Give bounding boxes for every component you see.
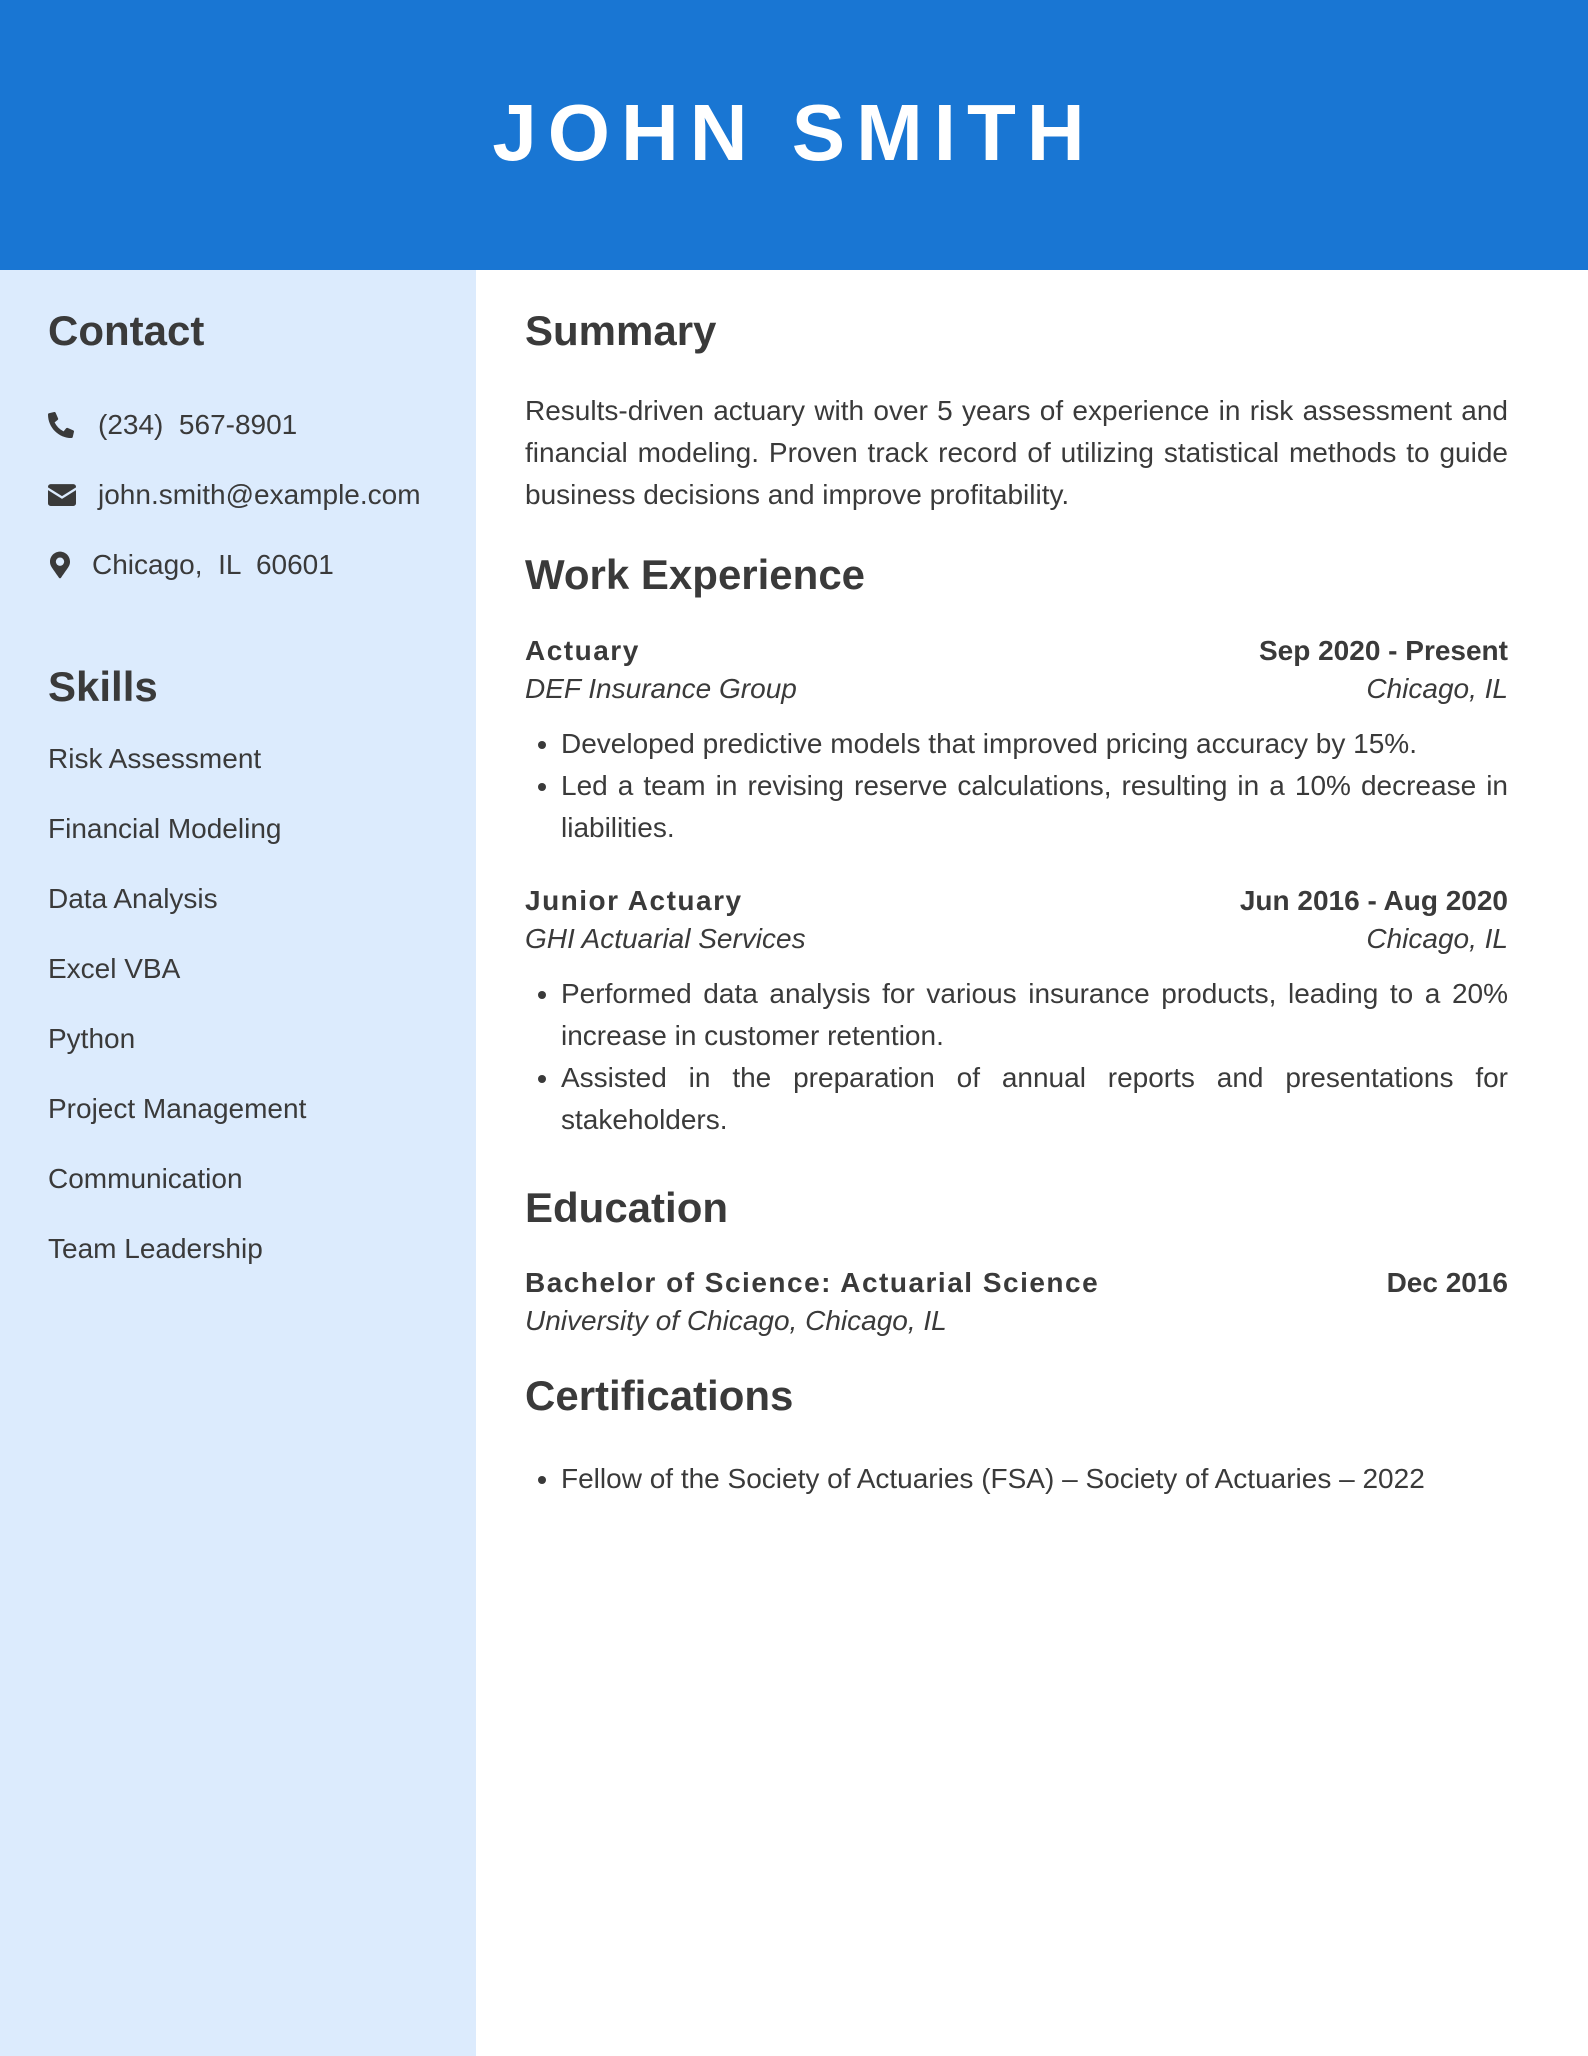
summary-text: Results-driven actuary with over 5 years of experience in risk assessment and financial modeling. Proven track record of utilizing statistical methods to guide business decisions and improve profitability. xyxy=(525,395,1508,511)
envelope-icon xyxy=(48,484,98,506)
certifications-title: Certifications xyxy=(525,1372,794,1420)
education-header xyxy=(525,1267,1508,1299)
certifications-list xyxy=(525,1458,1508,1500)
contact-location xyxy=(48,530,476,600)
work-experience-title: Work Experience xyxy=(525,551,866,599)
company-name: DEF Insurance Group xyxy=(525,672,797,704)
skill-item: Team Leadership xyxy=(48,1232,263,1264)
skill-item: Data Analysis xyxy=(48,882,218,914)
contact-email xyxy=(48,460,476,530)
job-header xyxy=(525,635,1508,667)
phone-icon xyxy=(48,412,98,438)
degree-name: Bachelor of Science: Actuarial Science xyxy=(525,1267,1100,1299)
header-banner xyxy=(0,0,1588,270)
job-subheader xyxy=(525,923,1508,955)
certification-item: • Fellow of the Society of Actuaries (FSA) – Society of Actuaries – 2022 xyxy=(561,1458,1508,1500)
job-entry xyxy=(525,885,1508,1141)
job-title: Junior Actuary xyxy=(525,884,743,916)
job-entry xyxy=(525,635,1508,849)
contact-title: Contact xyxy=(48,307,205,354)
skill-item: Excel VBA xyxy=(48,952,181,984)
job-bullet: • Developed predictive models that improved pricing accuracy by 15%. xyxy=(561,723,1508,765)
job-title: Actuary xyxy=(525,634,640,666)
skill-item: Communication xyxy=(48,1162,243,1194)
contact-list xyxy=(48,390,476,600)
job-dates: Sep 2020 - Present xyxy=(1258,634,1508,666)
job-bullet: • Performed data analysis for various insurance products, leading to a 20% increase in customer retention. xyxy=(561,973,1508,1057)
phone-number: (234) 567-8901 xyxy=(98,409,298,441)
skills-title: Skills xyxy=(48,663,158,711)
skill-item: Project Management xyxy=(48,1092,307,1124)
contact-phone xyxy=(48,390,476,460)
email-address: john.smith@example.com xyxy=(98,479,421,511)
job-location: Chicago, IL xyxy=(1366,922,1508,954)
skill-item: Risk Assessment xyxy=(48,742,262,774)
location-text: Chicago, IL 60601 xyxy=(92,549,334,581)
sidebar xyxy=(0,270,476,2056)
education-title: Education xyxy=(525,1183,729,1231)
job-bullet: • Assisted in the preparation of annual reports and presentations for stakeholders. xyxy=(561,1057,1508,1141)
skills-list xyxy=(48,741,476,1301)
school-name: University of Chicago, Chicago, IL xyxy=(525,1305,947,1337)
education-entry xyxy=(525,1267,1508,1337)
job-bullets xyxy=(525,723,1508,849)
job-bullet: • Led a team in revising reserve calculations, resulting in a 10% decrease in liabilities. xyxy=(561,765,1508,849)
map-marker-icon xyxy=(48,551,92,579)
skill-item: Python xyxy=(48,1022,136,1054)
main-content xyxy=(476,270,1588,2056)
summary-title: Summary xyxy=(525,307,717,354)
company-name: GHI Actuarial Services xyxy=(525,922,806,954)
job-subheader xyxy=(525,673,1508,705)
graduation-date: Dec 2016 xyxy=(1386,1267,1508,1299)
skill-item: Financial Modeling xyxy=(48,812,282,844)
candidate-name: JOHN SMITH xyxy=(492,88,1096,177)
job-location: Chicago, IL xyxy=(1366,672,1508,704)
job-dates: Jun 2016 - Aug 2020 xyxy=(1239,884,1508,916)
job-header xyxy=(525,885,1508,917)
job-bullets xyxy=(525,973,1508,1141)
